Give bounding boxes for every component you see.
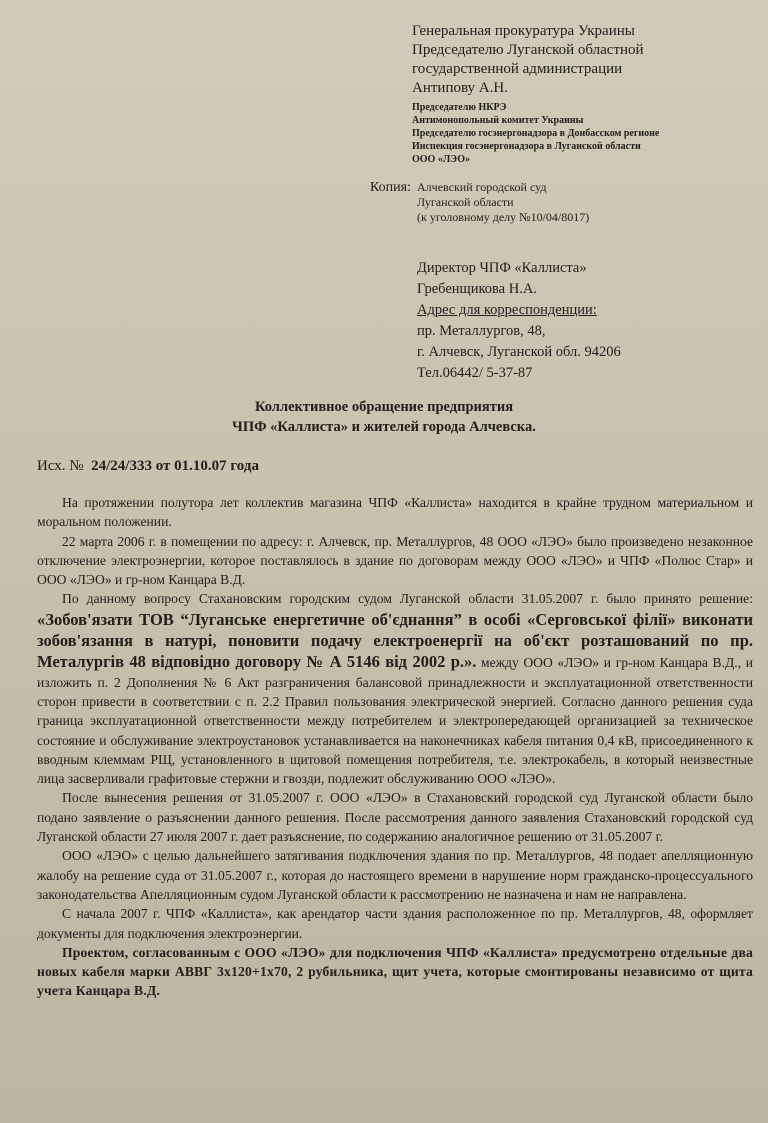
body-paragraph: С начала 2007 г. ЧПФ «Каллиста», как арендатор части здания расположенное по пр. Металлургов, 48, оформляет документы для подключения электроэнергии.	[37, 906, 753, 941]
addressee-line: Антипову А.Н.	[412, 80, 508, 96]
document-title-line1: Коллективное обращение предприятия	[254, 399, 514, 415]
addressee-small-line: Инспекция госэнергонадзора в Луганской области	[412, 141, 641, 152]
outgoing-prefix: Исх. №	[37, 458, 84, 474]
address-line: Тел.06442/ 5-37-87	[417, 365, 533, 381]
court-decision-quote: «Зобов'язати ТОВ “Луганське енергетичне об'єднання” в особі «Серговської філії» виконати зобов'язання в натурі, поновити подачу електроенергії на об'єкт розташований по пр. Металургів 48 відповідно договору № А 5146 від 2002 р.».	[37, 609, 753, 672]
copy-line: (к уголовному делу №10/04/8017)	[417, 210, 590, 224]
sender-block	[417, 258, 747, 384]
address-line: пр. Металлургов, 48,	[417, 323, 546, 339]
body-paragraph-decision	[37, 589, 753, 788]
copy-line: Луганской области	[417, 195, 514, 209]
addressee-line: Председателю Луганской областной	[412, 42, 644, 58]
decision-details: между ООО «ЛЭО» и гр-ном Канцара В.Д., и изложить п. 2 Дополнения № 6 Акт разграничения балансовой принадлежности и эксплуатационной ответственности сторон привести в соответствии с п. 2.2 Правил пользования электрической энергией. Согласно данного решения суда граница эксплуатационной ответственности между потребителем и электропередающей организацией за техническое состояние и обслуживание электроустановок устанавливается на наконечниках кабеля питания 0,4 кВ, присоединенного к вводным клеммам РЩ, установленного в щитовой помещения потребителя, т.е. электрокабель, в который неизвестные лица засверливали графитовые стержни и гвозди, подлежит обслуживанию ООО «ЛЭО».	[37, 655, 753, 787]
body-paragraph-project: Проектом, согласованным с ООО «ЛЭО» для подключения ЧПФ «Каллиста» предусмотрено отдельные два новых кабеля марки АВВГ 3х120+1х70, 2 рубильника, щит учета, которые смонтированы независимо от щита учета Канцара В.Д.	[37, 944, 753, 999]
addressee-small-line: ООО «ЛЭО»	[412, 154, 470, 165]
outgoing-value: 24/24/333 от 01.10.07 года	[91, 458, 259, 474]
body-paragraph: После вынесения решения от 31.05.2007 г. ООО «ЛЭО» в Стахановский городской суд Луганской области было подано заявление о разъяснении данного решения. После рассмотрения данного заявления Стахановский городской суд Луганской области 27 июля 2007 г. дает разъяснение, по содержанию аналогичное решению от 31.05.2007 г.	[37, 790, 753, 845]
document-body	[37, 493, 753, 1001]
sender-line: Директор ЧПФ «Каллиста»	[417, 260, 587, 276]
copy-line: Алчевский городской суд	[417, 180, 547, 194]
body-paragraph: На протяжении полутора лет коллектив магазина ЧПФ «Каллиста» находится в крайне трудном материальном и моральном положении.	[37, 495, 753, 530]
document-title-line2: ЧПФ «Каллиста» и жителей города Алчевска.	[232, 419, 536, 435]
body-paragraph: 22 марта 2006 г. в помещении по адресу: г. Алчевск, пр. Металлургов, 48 ООО «ЛЭО» было произведено незаконное отключение электроэнергии, которое поставлялось в здание по договорам между ООО «ЛЭО» и ЧПФ «Полюс Стар» и ООО «ЛЭО» и гр-ном Канцара В.Д.	[37, 533, 753, 588]
outgoing-number	[37, 458, 259, 475]
decision-intro: По данному вопросу Стахановским городским судом Луганской области 31.05.2007 г. было принято решение:	[62, 591, 753, 607]
copy-label: Копия:	[370, 180, 411, 195]
addressee-line: государственной администрации	[412, 61, 623, 77]
addressee-small-line: Председателю НКРЭ	[412, 102, 507, 113]
body-paragraph: ООО «ЛЭО» с целью дальнейшего затягивания подключения здания по пр. Металлургов, 48 подает апелляционную жалобу на решение суда от 31.05.2007 г., которая до настоящего времени в нарушение норм гражданско-процессуального законодательства Апелляционным судом Луганской области к рассмотрению не назначена и нам не направлена.	[37, 848, 753, 902]
addressee-line: Генеральная прокуратура Украины	[412, 23, 635, 39]
sender-line: Гребенщикова Н.А.	[417, 281, 537, 297]
addressee-block	[412, 22, 752, 166]
addressee-small-line: Председателю госэнергонадзора в Донбасском регионе	[412, 128, 660, 139]
addressee-small-line: Антимонопольный комитет Украины	[412, 115, 584, 126]
address-label: Адрес для корреспонденции:	[417, 302, 597, 318]
address-line: г. Алчевск, Луганской обл. 94206	[417, 344, 621, 360]
